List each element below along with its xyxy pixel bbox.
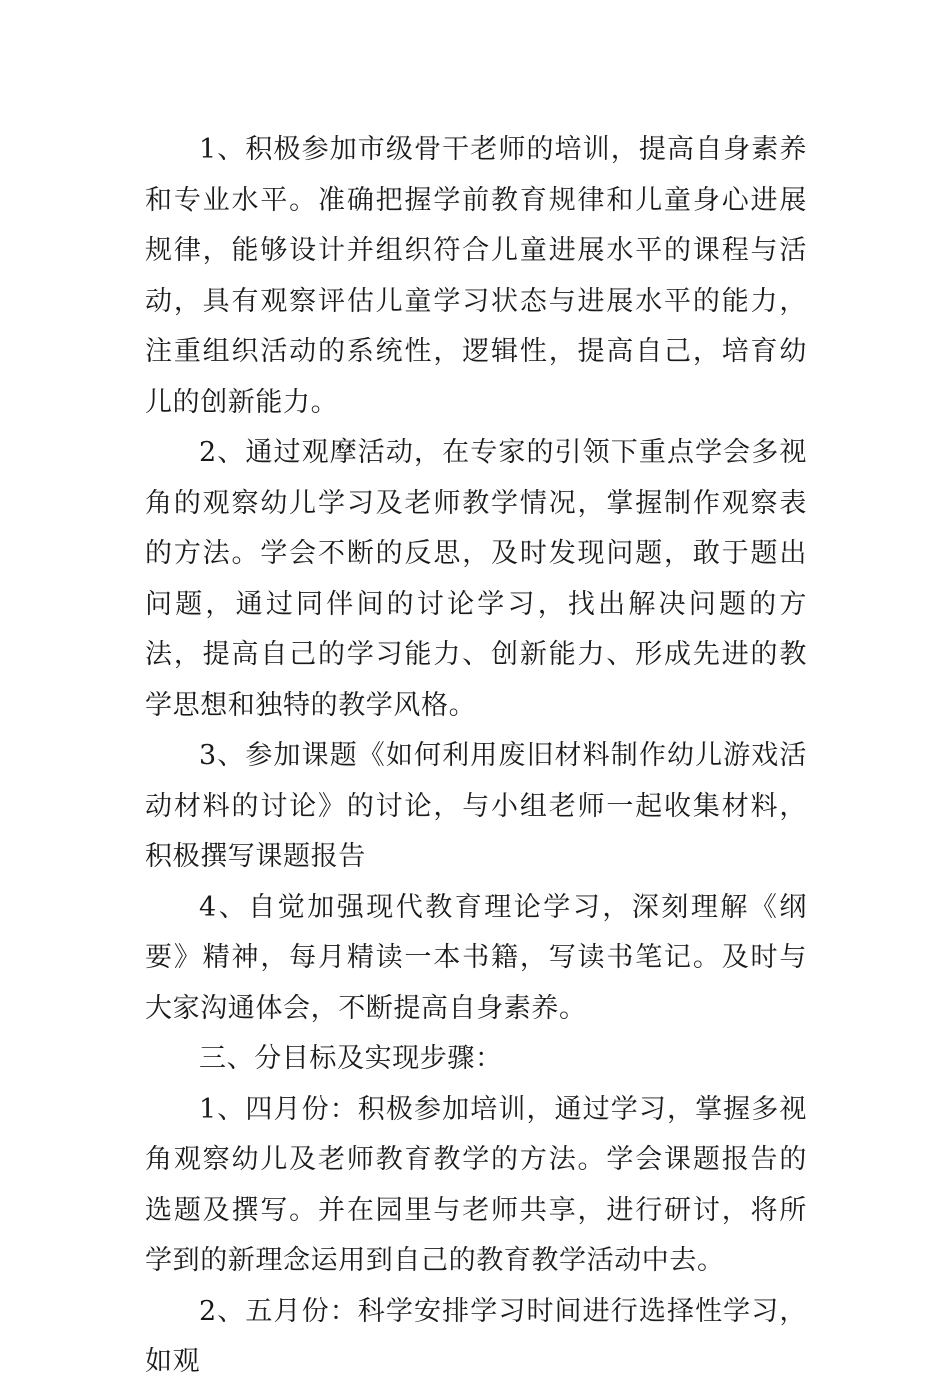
paragraph-goal-2: 2、通过观摩活动，在专家的引领下重点学会多视角的观察幼儿学习及老师教学情况，掌握制作观察表的方法。学会不断的反思，及时发现问题，敢于题出问题，通过同伴间的讨论学习，找出解决问题的方法，提高自己的学习能力、创新能力、形成先进的教学思想和独特的教学风格。 (145, 437, 807, 721)
paragraph-step-april: 1、四月份：积极参加培训，通过学习，掌握多视角观察幼儿及老师教育教学的方法。学会课题报告的选题及撰写。并在园里与老师共享，进行研讨，将所学到的新理念运用到自己的教育教学活动中去。 (145, 1093, 807, 1276)
paragraph-goal-4: 4、自觉加强现代教育理论学习，深刻理解《纲要》精神，每月精读一本书籍，写读书笔记。及时与大家沟通体会，不断提高自身素养。 (145, 891, 807, 1024)
paragraph-goal-1: 1、积极参加市级骨干老师的培训，提高自身素养和专业水平。准确把握学前教育规律和儿童身心进展规律，能够设计并组织符合儿童进展水平的课程与活动，具有观察评估儿童学习状态与进展水平的能力，注重组织活动的系统性，逻辑性，提高自己，培育幼儿的创新能力。 (145, 134, 807, 418)
document-body (145, 125, 807, 1388)
paragraph-goal-3: 3、参加课题《如何利用废旧材料制作幼儿游戏活动材料的讨论》的讨论，与小组老师一起收集材料，积极撰写课题报告 (145, 740, 807, 872)
paragraph-step-may: 2、五月份：科学安排学习时间进行选择性学习，如观 (145, 1295, 807, 1377)
section-heading: 三、分目标及实现步骤： (199, 1043, 503, 1074)
